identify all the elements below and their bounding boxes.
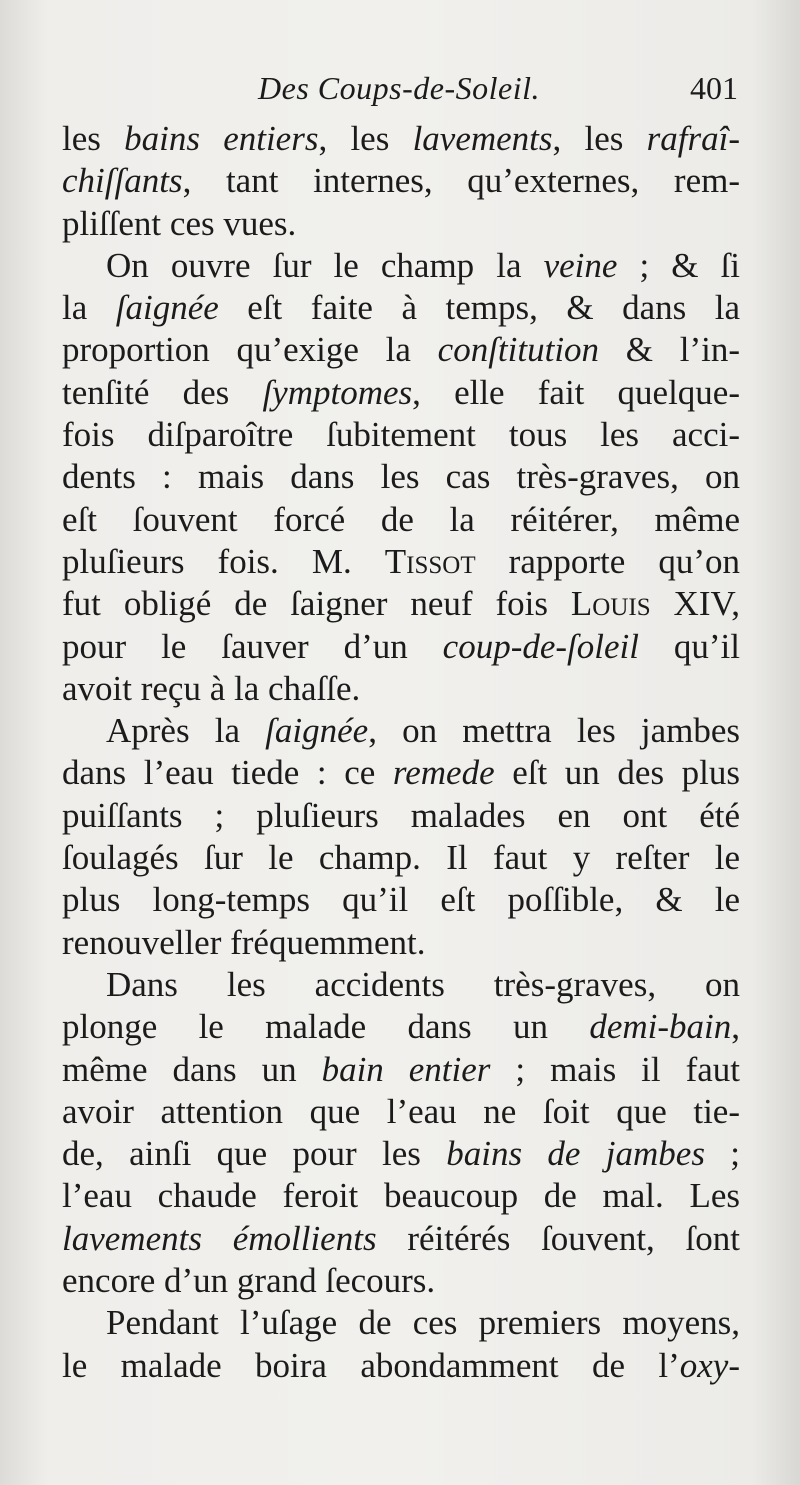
- text-line: [62, 372, 740, 414]
- italic-run: ſymptomes: [262, 372, 413, 412]
- italic-run: lavements: [412, 119, 553, 158]
- text-run: plonge le malade dans un: [62, 1007, 590, 1047]
- text-line: [62, 1133, 740, 1175]
- text-run: dents : mais dans les cas très-graves, on: [62, 457, 740, 497]
- text-run: Après la: [106, 711, 266, 751]
- text-line: [62, 1175, 740, 1217]
- text-line: [62, 245, 740, 287]
- text-run: fut obligé de ſaigner neuf fois: [62, 584, 571, 624]
- paragraph: [62, 118, 740, 245]
- text-run: Pendant l’uſage de ces premiers moyens,: [106, 1303, 740, 1343]
- text-line: [62, 203, 740, 245]
- text-run: tenſité des: [62, 372, 263, 412]
- text-run: ,: [731, 1007, 740, 1047]
- text-run: , les: [318, 119, 413, 158]
- text-run: plus long-temps qu’il eſt poſſible, & le: [62, 880, 740, 920]
- text-line: [62, 160, 740, 202]
- text-run: avoir attention que l’eau ne ſoit que tie-: [62, 1091, 740, 1131]
- text-run: dans l’eau tiede : ce: [62, 753, 393, 793]
- text-run: XIV,: [650, 584, 740, 624]
- italic-run: ſaignée: [265, 711, 369, 751]
- paragraph: [62, 245, 740, 710]
- text-run: de, ainſi que pour les: [62, 1134, 447, 1174]
- text-line: [62, 795, 740, 837]
- italic-run: remede: [392, 753, 495, 793]
- text-line: [62, 710, 740, 752]
- text-run: pluſieurs fois. M.: [62, 541, 385, 581]
- text-line: [62, 456, 740, 498]
- italic-run: rafraî-: [646, 119, 740, 158]
- text-line: [62, 626, 740, 668]
- text-line: [62, 118, 740, 160]
- text-line: [62, 922, 740, 964]
- text-line: [62, 1302, 740, 1344]
- page-number: 401: [690, 70, 738, 106]
- text-run: , tant internes, qu’externes, rem-: [182, 161, 740, 201]
- italic-run: coup-de-ſoleil: [442, 626, 639, 666]
- text-line: [62, 1006, 740, 1048]
- text-run: & l’in-: [599, 330, 741, 370]
- text-run: Dans les accidents très-graves, on: [106, 964, 740, 1004]
- paragraph: [62, 964, 740, 1302]
- italic-run: bains de jambes: [446, 1134, 705, 1174]
- text-line: [62, 287, 740, 329]
- italic-run: conſtitution: [437, 330, 600, 370]
- small-caps-run: Louis: [570, 584, 651, 624]
- text-line: [62, 837, 740, 879]
- text-run: pour le ſauver d’un: [62, 626, 443, 666]
- text-run: , elle fait quelque-: [412, 372, 740, 412]
- italic-run: oxy-: [679, 1345, 740, 1385]
- text-line: [62, 414, 740, 456]
- text-run: rapporte qu’on: [475, 541, 740, 581]
- text-run: On ouvre ſur le champ la: [106, 245, 544, 285]
- italic-run: lavements émollients: [62, 1218, 377, 1258]
- italic-run: bain entier: [321, 1049, 491, 1089]
- text-run: ; mais il faut: [490, 1049, 740, 1089]
- text-run: eſt ſouvent forcé de la réitérer, même: [62, 499, 740, 539]
- text-run: même dans un: [62, 1049, 322, 1089]
- text-line: [62, 329, 740, 371]
- text-line: [62, 1091, 740, 1133]
- small-caps-run: Tissot: [384, 541, 476, 581]
- text-line: [62, 1218, 740, 1260]
- text-line: [62, 1049, 740, 1091]
- text-run: l’eau chaude feroit beaucoup de mal. Les: [62, 1176, 740, 1216]
- text-line: [62, 879, 740, 921]
- text-run: qu’il: [638, 626, 740, 666]
- text-run: le malade boira abondamment de l’: [62, 1345, 680, 1385]
- text-line: [62, 1345, 740, 1387]
- text-line: [62, 668, 740, 710]
- text-line: [62, 499, 740, 541]
- text-run: eſt un des plus: [494, 753, 741, 793]
- text-run: ; & ſi: [617, 245, 740, 285]
- text-line: [62, 541, 740, 583]
- text-run: les: [62, 119, 125, 158]
- text-run: fois diſparoître ſubitement tous les acci-: [62, 415, 740, 455]
- text-line: [62, 1260, 740, 1302]
- italic-run: bains entiers: [124, 119, 319, 158]
- text-run: pliſſent ces vues.: [62, 203, 297, 243]
- text-line: [62, 583, 740, 625]
- text-run: , on mettra les jambes: [368, 711, 740, 751]
- text-run: proportion qu’exige la: [62, 330, 438, 370]
- body-text: [62, 118, 740, 1387]
- text-run: , les: [552, 119, 647, 158]
- text-run: eſt faite à temps, & dans la: [218, 288, 740, 328]
- text-run: la: [62, 288, 116, 328]
- text-run: avoit reçu à la chaſſe.: [62, 668, 361, 708]
- italic-run: demi-bain: [589, 1007, 732, 1047]
- paragraph: [62, 710, 740, 964]
- text-run: réitérés ſouvent, ſont: [376, 1218, 741, 1258]
- paragraph: [62, 1302, 740, 1387]
- text-run: renouveller fréquemment.: [62, 922, 426, 962]
- italic-run: ſaignée: [115, 288, 219, 328]
- italic-run: chiſſants: [62, 161, 183, 201]
- text-line: [62, 964, 740, 1006]
- text-run: encore d’un grand ſecours.: [62, 1261, 436, 1301]
- text-run: ſoulagés ſur le champ. Il faut y reſter le: [62, 838, 740, 878]
- text-run: puiſſants ; pluſieurs malades en ont été: [62, 795, 740, 835]
- text-line: [62, 752, 740, 794]
- text-run: ;: [704, 1134, 740, 1174]
- italic-run: veine: [543, 245, 618, 285]
- running-title: Des Coups-de-Soleil.: [258, 70, 540, 106]
